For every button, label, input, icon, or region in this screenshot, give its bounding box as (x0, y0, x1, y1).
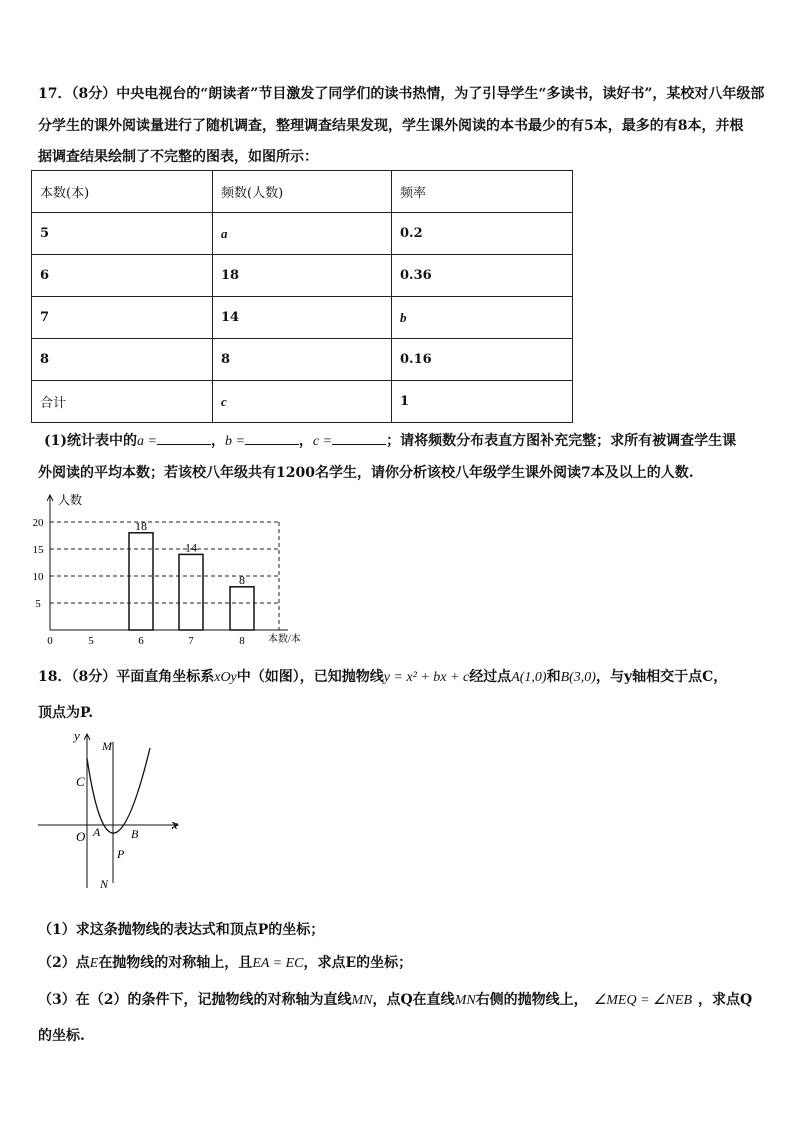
y-tick-label: 20 (32, 517, 44, 529)
q17-sub1-line-2: 外阅读的平均本数；若该校八年级共有1200名学生，请你分析该校八年级学生课外阅读7本及以上的人数. (38, 465, 694, 481)
var-e: E (89, 956, 99, 971)
table-cell: 8 (213, 339, 392, 381)
q18-line-2: 顶点为P. (38, 705, 94, 721)
label-o: O (76, 829, 86, 844)
table-header-cell: 频数(人数) (213, 171, 392, 213)
table-header-cell: 本数(本) (32, 171, 213, 213)
label-n: N (100, 877, 109, 891)
q18-text: （2）点 (38, 955, 90, 971)
y-tick-label: 5 (35, 598, 41, 610)
table-cell: 1 (392, 381, 573, 423)
var-c: c = (312, 434, 333, 449)
equation-ea-ec: EA = EC (252, 956, 304, 971)
table-cell: 14 (213, 297, 392, 339)
blank-b (245, 432, 299, 445)
q18-sub3-line-2: 的坐标. (38, 1028, 85, 1044)
q18-text: ，点Q在直线 (372, 992, 455, 1008)
table-row (32, 381, 573, 423)
frequency-table (31, 170, 573, 423)
table-cell: a (213, 213, 392, 255)
bar-value-label: 14 (185, 540, 197, 555)
q18-text: ，求点Q (698, 992, 753, 1008)
table-row (32, 255, 573, 297)
q18-sub1: （1）求这条抛物线的表达式和顶点P的坐标； (38, 922, 325, 938)
y-tick-label: 10 (32, 571, 44, 583)
q17-line-2: 分学生的课外阅读量进行了随机调查，整理调查结果发现，学生课外阅读的本书最少的有5本，最多的有8本，并根 (38, 118, 744, 134)
table-cell: 0.36 (392, 255, 573, 297)
label-y: y (74, 728, 80, 743)
q17-sub1-line-1: (1)统计表中的a = ，b = ，c = ；请将频数分布表直方图补充完整；求所有被调查学生课 (44, 433, 737, 449)
var-mn: MN (351, 993, 373, 1008)
histogram-chart (30, 490, 330, 650)
x-tick-label: 6 (138, 635, 144, 647)
table-cell: 0.16 (392, 339, 573, 381)
table-header-cell: 频率 (392, 171, 573, 213)
table-header-row (32, 171, 573, 213)
y-axis-label: 人数 (58, 493, 83, 507)
bar-value-label: 8 (239, 572, 245, 587)
sub1-rest: ；请将频数分布表直方图补充完整；求所有被调查学生课 (386, 433, 737, 449)
point-b: B(3,0) (560, 670, 596, 685)
bar-value-label: 18 (135, 518, 147, 533)
label-m: M (102, 739, 112, 753)
label-x: x (172, 817, 178, 832)
var-xoy: xOy (214, 670, 237, 685)
angle-equation: ∠MEQ = ∠NEB (593, 993, 693, 1008)
table-cell: 5 (32, 213, 213, 255)
bar (179, 554, 203, 630)
x-tick-label: 7 (188, 635, 194, 647)
table-cell: c (213, 381, 392, 423)
q17-line-3: 据调查结果绘制了不完整的图表，如图所示： (38, 149, 318, 165)
table-cell: 合计 (32, 381, 213, 423)
parabola-figure (30, 728, 190, 893)
table-cell: 6 (32, 255, 213, 297)
q18-text: 中（如图），已知抛物线 (236, 669, 384, 685)
point-a: A(1,0) (511, 670, 547, 685)
table-row (32, 339, 573, 381)
var-mn: MN (454, 993, 476, 1008)
bars (50, 519, 279, 630)
table-row (32, 213, 573, 255)
sub1-prefix: (1)统计表中的 (44, 433, 137, 449)
q18-text: 在抛物线的对称轴上，且 (98, 955, 253, 971)
q18-sub2 (38, 952, 412, 972)
q18-sub3-line-1 (38, 989, 752, 1009)
q18-text: 18．（8分）平面直角坐标系 (38, 669, 215, 685)
label-c: C (76, 774, 85, 789)
label-b: B (131, 827, 139, 841)
x-tick-label: 0 (47, 635, 53, 647)
table-cell: 8 (32, 339, 213, 381)
blank-c (332, 432, 386, 445)
table-cell: b (392, 297, 573, 339)
q17-line-1: 17．（8分）中央电视台的“朗读者”节目激发了同学们的读书热情，为了引导学生“多读书，读好书”，某校对八年级部 (38, 86, 765, 102)
y-tick-label: 15 (32, 544, 44, 556)
table-row (32, 297, 573, 339)
bar (230, 587, 254, 630)
var-b: b = (224, 434, 245, 449)
q18-text: 右侧的抛物线上， (475, 992, 588, 1008)
label-p: P (117, 847, 125, 861)
label-a: A (93, 825, 101, 839)
q18-text: ，求点E的坐标； (303, 955, 413, 971)
q18-text: ，与y轴相交于点C， (595, 669, 728, 685)
q18-text: （3）在（2）的条件下，记抛物线的对称轴为直线 (38, 992, 352, 1008)
parabola-curve (87, 748, 150, 833)
bar (129, 533, 153, 630)
blank-a (157, 432, 211, 445)
x-axis-label: 本数/本 (268, 634, 301, 645)
q18-line-1 (38, 666, 727, 686)
var-a: a = (137, 434, 157, 449)
table-cell: 18 (213, 255, 392, 297)
parabola-equation: y = x² + bx + c (383, 670, 470, 685)
q18-text: 和 (546, 669, 561, 685)
table-cell: 0.2 (392, 213, 573, 255)
table-cell: 7 (32, 297, 213, 339)
x-tick-label: 5 (88, 635, 94, 647)
q18-text: 经过点 (469, 669, 512, 685)
x-tick-label: 8 (239, 635, 245, 647)
